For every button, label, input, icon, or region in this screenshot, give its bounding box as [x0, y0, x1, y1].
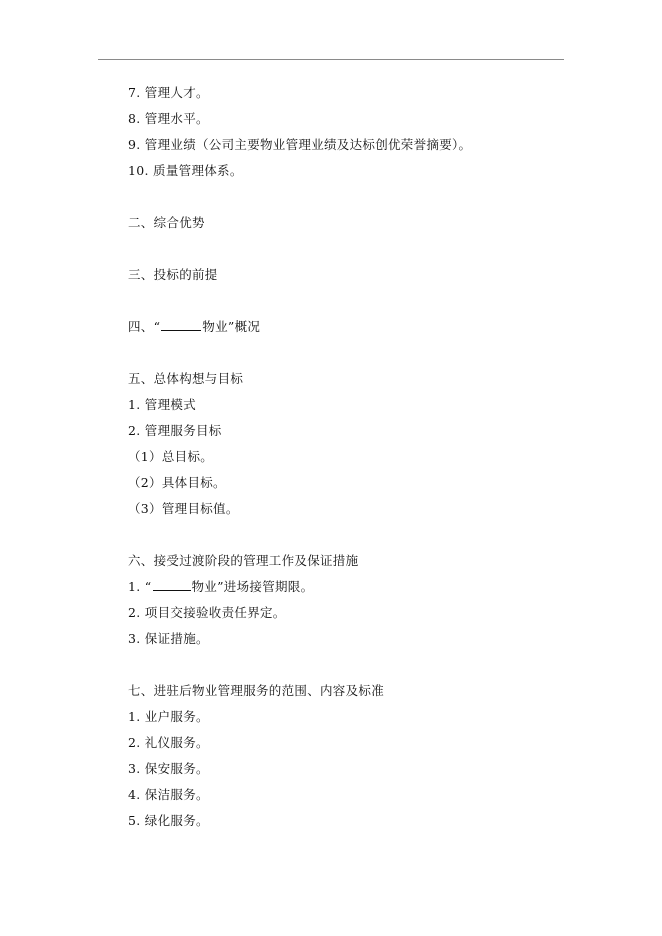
list-item: 4. 保洁服务。 — [128, 787, 209, 802]
section-heading: 五、总体构想与目标 — [128, 371, 244, 386]
list-item: 3. 保安服务。 — [128, 761, 209, 776]
list-item: （2）具体目标。 — [128, 475, 226, 490]
list-item: 2. 项目交接验收责任界定。 — [128, 605, 286, 620]
list-item: （3）管理目标值。 — [128, 501, 239, 516]
section-heading: 三、投标的前提 — [128, 267, 218, 282]
item-suffix: 物业”进场接管期限。 — [191, 579, 314, 594]
section-heading: 六、接受过渡阶段的管理工作及保证措施 — [128, 553, 359, 568]
section-heading: 二、综合优势 — [128, 215, 205, 230]
list-item: 2. 管理服务目标 — [128, 423, 222, 438]
list-item: 7. 管理人才。 — [128, 85, 209, 100]
list-item: 8. 管理水平。 — [128, 111, 209, 126]
list-item: 3. 保证措施。 — [128, 631, 209, 646]
section-heading: 七、进驻后物业管理服务的范围、内容及标准 — [128, 683, 385, 698]
heading-suffix: 物业”概况 — [202, 319, 261, 334]
item-prefix: 1. “ — [128, 579, 152, 594]
section-heading — [128, 319, 260, 335]
list-item — [128, 579, 313, 595]
list-item: 10. 质量管理体系。 — [128, 163, 243, 178]
list-item: 9. 管理业绩（公司主要物业管理业绩及达标创优荣誉摘要）。 — [128, 137, 472, 152]
list-item: 5. 绿化服务。 — [128, 813, 209, 828]
list-item: 2. 礼仪服务。 — [128, 735, 209, 750]
header-rule — [98, 59, 564, 60]
list-item: 1. 管理模式 — [128, 397, 196, 412]
list-item: （1）总目标。 — [128, 449, 214, 464]
fill-in-blank — [161, 319, 201, 331]
heading-prefix: 四、“ — [128, 319, 161, 334]
list-item: 1. 业户服务。 — [128, 709, 209, 724]
fill-in-blank — [153, 579, 191, 591]
